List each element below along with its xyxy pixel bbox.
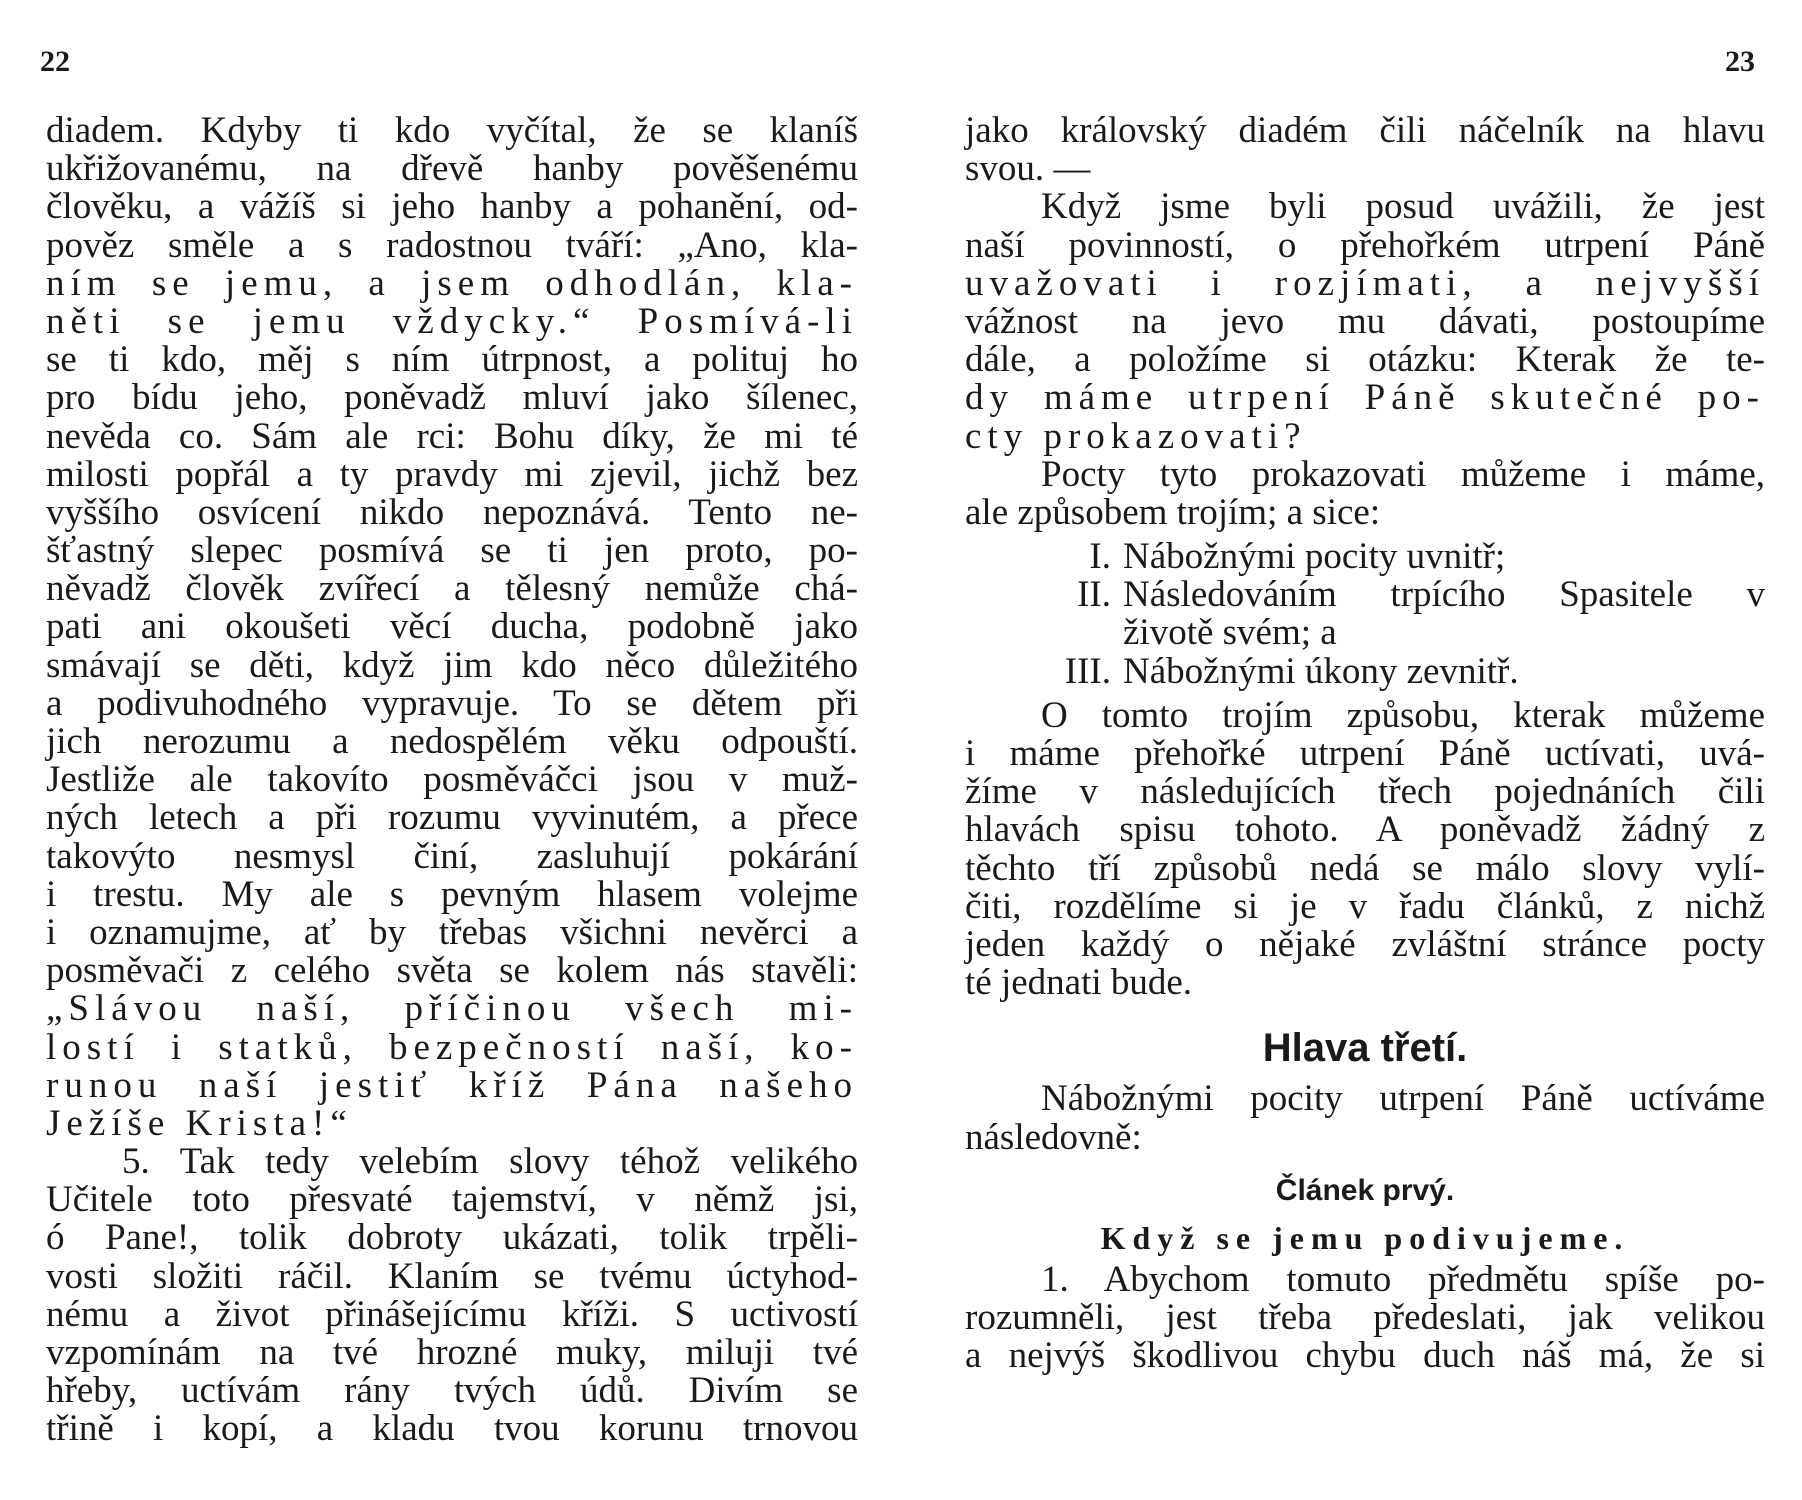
list-item <box>965 650 1765 692</box>
text-line: lostí i statků, bezpečností naší, ko- <box>46 1026 858 1068</box>
text-line: 1. Abychom tomuto předmětu spíše po- <box>1041 1258 1765 1300</box>
list-item-text: Následováním trpícího Spasitele v <box>1123 574 1765 616</box>
text-line: člověku, a vážíš si jeho hanby a pohanění, od- <box>46 186 858 228</box>
text-line: třině i kopí, a kladu tvou korunu trnovou <box>46 1408 858 1450</box>
text-line: uvažovati i rozjímati, a nejvyšší <box>965 262 1765 304</box>
text-line: čiti, rozdělíme si je v řadu článků, z nichž <box>965 885 1765 927</box>
text-line: Jestliže ale takovíto posměváčci jsou v muž- <box>46 759 858 801</box>
text-line: rozumněli, jest třeba předeslati, jak velikou <box>965 1296 1765 1338</box>
article-heading: Článek prvý. <box>1275 1173 1455 1207</box>
text-line: šťastný slepec posmívá se ti jen proto, po- <box>46 530 858 572</box>
list-item-number: II. <box>1077 574 1111 616</box>
text-line: Učitele toto přesvaté tajemství, v němž jsi, <box>46 1179 858 1221</box>
text-line: Když jsme byli posud uvážili, že jest <box>1041 186 1765 228</box>
chapter-heading: Hlava třetí. <box>1262 1026 1468 1071</box>
text-line: hlavách spisu tohoto. A poněvadž žádný z <box>965 809 1765 851</box>
text-line: jich nerozumu a nedospělém věku odpouští. <box>46 721 858 762</box>
text-line: milosti popřál a ty pravdy mi zjevil, jichž bez <box>46 453 858 495</box>
list-item-text: Nábožnými úkony zevnitř. <box>1123 650 1519 692</box>
text-line: ó Pane!, tolik dobroty ukázati, tolik trpěli- <box>46 1217 858 1259</box>
text-line: se ti kdo, měj s ním útrpnost, a polituj ho <box>46 339 858 381</box>
text-line: Nábožnými pocity utrpení Páně uctíváme <box>1041 1078 1765 1120</box>
text-line: pati ani okoušeti věcí ducha, podobně jako <box>46 606 858 648</box>
text-line: i máme přehořké utrpení Páně uctívati, uvá- <box>965 733 1765 774</box>
text-line: a podivuhodného vypravuje. To se dětem při <box>46 682 858 724</box>
text-line: naší povinností, o přehořkém utrpení Páně <box>965 224 1765 266</box>
text-line: jako královský diadém čili náčelník na hlavu <box>965 110 1765 151</box>
text-line: ním se jemu, a jsem odhodlán, kla- <box>46 262 858 304</box>
text-line: dy máme utrpení Páně skutečné po- <box>965 377 1765 419</box>
text-line: O tomto trojím způsobu, kterak můžeme <box>1041 694 1765 736</box>
text-line: pověz směle a s radostnou tváří: „Ano, kla- <box>46 224 858 266</box>
text-line: vážnost na jevo mu dávati, postoupíme <box>965 300 1765 342</box>
text-line: vzpomínám na tvé hrozné muky, miluji tvé <box>46 1332 858 1373</box>
text-line: ukřižovanému, na dřevě hanby pověšenému <box>46 148 858 190</box>
text-line: jeden každý o nějaké zvláštní stránce pocty <box>965 923 1765 965</box>
text-line: Ježíše Krista!“ <box>46 1102 353 1144</box>
list-item-text: Nábožnými pocity uvnitř; <box>1123 536 1506 578</box>
text-line: ale způsobem trojím; a sice: <box>965 491 1381 533</box>
text-line: i trestu. My ale s pevným hlasem volejme <box>46 873 858 915</box>
text-line: posměvači z celého světa se kolem nás stavěli: <box>46 950 858 992</box>
text-line: něvadž člověk zvířecí a tělesný nemůže chá- <box>46 568 858 610</box>
text-line: 5. Tak tedy velebím slovy téhož velikého <box>122 1141 858 1183</box>
page-number-left: 22 <box>40 45 70 78</box>
list-item-number: I. <box>1089 536 1111 578</box>
text-line: ných letech a při rozumu vyvinutém, a přece <box>46 797 858 839</box>
text-line: vyššího osvícení nikdo nepoznává. Tento ne- <box>46 491 858 533</box>
text-line: „Slávou naší, příčinou všech mi- <box>46 988 858 1030</box>
text-line: vosti složiti ráčil. Klaním se tvému úctyhod- <box>46 1255 858 1297</box>
list-item <box>965 538 1765 576</box>
text-line: Pocty tyto prokazovati můžeme i máme, <box>1041 453 1765 495</box>
text-line: té jednati bude. <box>965 962 1193 1004</box>
page-number-right: 23 <box>1725 45 1755 78</box>
text-line: dále, a položíme si otázku: Kterak že te- <box>965 339 1765 381</box>
right-page-text <box>965 112 1765 1375</box>
text-line: nému a život přinášejícímu kříži. S uctivostí <box>46 1293 858 1335</box>
list-item <box>965 576 1765 614</box>
text-line: svou. — <box>965 148 1091 190</box>
text-line: runou naší jestiť kříž Pána našeho <box>46 1064 858 1106</box>
text-line: cty prokazovati? <box>965 415 1307 457</box>
text-line: a nejvýš škodlivou chybu duch náš má, že si <box>965 1335 1765 1377</box>
text-line: nevěda co. Sám ale rci: Bohu díky, že mi té <box>46 415 858 457</box>
text-line: i oznamujme, ať by třebas všichni nevěrci a <box>46 911 858 953</box>
text-line: něti se jemu vždycky.“ Posmívá-li <box>46 300 858 342</box>
left-page-text <box>46 112 858 1449</box>
text-line: následovně: <box>965 1116 1142 1158</box>
list-item-continuation: životě svém; a <box>1123 612 1337 654</box>
text-line: hřeby, uctívám rány tvých údů. Divím se <box>46 1370 858 1412</box>
text-line: smávají se děti, když jim kdo něco důležitého <box>46 644 858 686</box>
article-subtitle: Když se jemu podivujeme. <box>1100 1219 1630 1256</box>
text-line: takovýto nesmysl činí, zasluhují pokárání <box>46 835 858 877</box>
text-line: těchto tří způsobů nedá se málo slovy vylí- <box>965 847 1765 889</box>
text-line: žíme v následujících třech pojednáních čili <box>965 771 1765 813</box>
list-item-number: III. <box>1064 650 1111 692</box>
text-line: diadem. Kdyby ti kdo vyčítal, že se klaníš <box>46 110 858 151</box>
text-line: pro bídu jeho, poněvadž mluví jako šílenec, <box>46 377 858 419</box>
